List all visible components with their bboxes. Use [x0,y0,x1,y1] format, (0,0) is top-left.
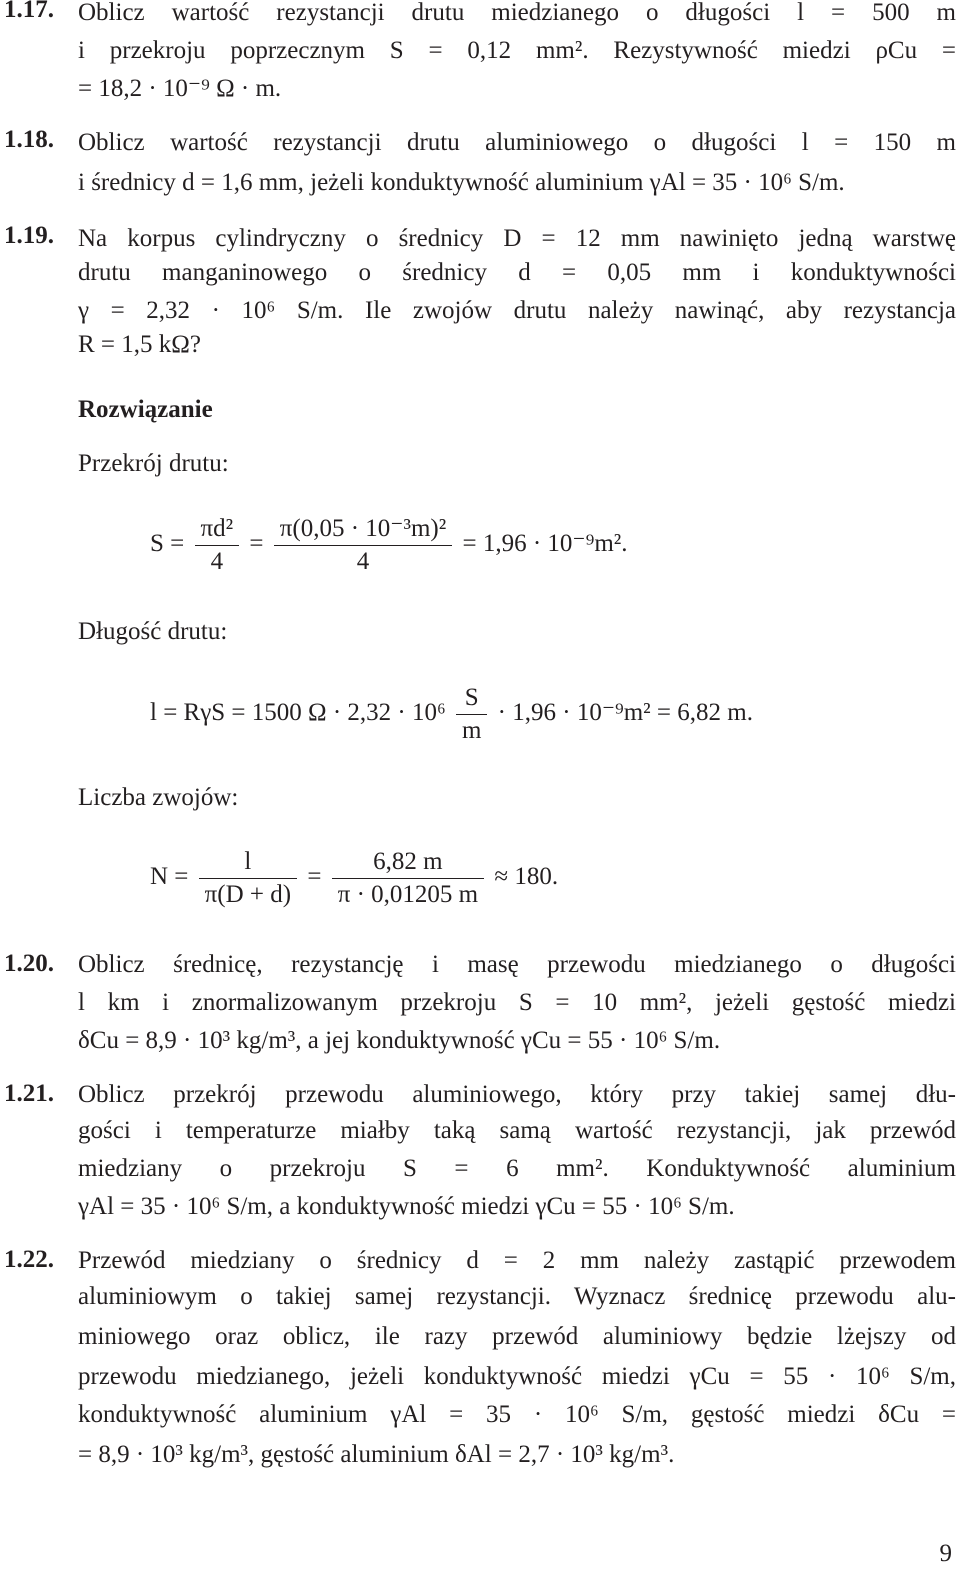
problem-line: = 18,2 · 10⁻⁹ Ω · m. [78,75,282,102]
problem-line: aluminiowym o takiej samej rezystancji. Wyznacz średnicę przewodu alu- [78,1283,956,1310]
formula-turns [150,848,558,909]
section-label-length: Długość drutu: [78,618,228,645]
problem-line: przewodu miedzianego, jeżeli konduktywność miedzi γCu = 55 · 10⁶ S/m, [78,1363,956,1390]
formula-lhs: l = RγS = 1500 Ω · 2,32 · 10⁶ [150,699,446,727]
fraction-numerator: 6,82 m [332,848,484,879]
equals-sign: = [249,530,264,558]
problem-line: i przekroju poprzecznym S = 0,12 mm². Rezystywność miedzi ρCu = [78,37,956,64]
fraction-denominator: π · 0,01205 m [337,881,479,908]
formula-cross-section [150,515,628,576]
fraction-denominator: m [461,717,482,744]
solution-heading: Rozwiązanie [78,396,213,423]
problem-line: R = 1,5 kΩ? [78,331,201,358]
formula-result: ≈ 180. [494,863,559,891]
problem-line: Na korpus cylindryczny o średnicy D = 12 mm nawinięto jedną warstwę [78,225,956,252]
fraction [199,848,297,909]
formula-result: · 1,96 · 10⁻⁹m² = 6,82 m. [497,699,753,727]
problem-number: 1.21. [4,1080,54,1107]
fraction-numerator: π(0,05 · 10⁻³m)² [274,515,452,546]
problem-line: δCu = 8,9 · 10³ kg/m³, a jej konduktywność γCu = 55 · 10⁶ S/m. [78,1027,721,1054]
problem-line: miedziany o przekroju S = 6 mm². Konduktywność aluminium [78,1155,956,1182]
problem-line: = 8,9 · 10³ kg/m³, gęstość aluminium δAl = 2,7 · 10³ kg/m³. [78,1441,675,1468]
problem-line: miniowego oraz oblicz, ile razy przewód aluminiowy będzie lżejszy od [78,1323,956,1350]
problem-line: γAl = 35 · 10⁶ S/m, a konduktywność miedzi γCu = 55 · 10⁶ S/m. [78,1193,735,1220]
fraction [332,848,484,909]
page-number: 9 [939,1540,952,1567]
problem-number: 1.17. [4,0,54,23]
fraction-denominator: 4 [356,548,370,575]
problem-number: 1.19. [4,222,54,249]
problem-line: drutu manganinowego o średnicy d = 0,05 mm i konduktywności [78,259,956,286]
formula-lhs: N = [150,863,189,891]
formula-result: = 1,96 · 10⁻⁹m². [462,530,628,558]
problem-line: Oblicz wartość rezystancji drutu miedzianego o długości l = 500 m [78,0,956,26]
section-label-turns: Liczba zwojów: [78,784,239,811]
fraction-denominator: π(D + d) [204,881,292,908]
problem-line: Oblicz przekrój przewodu aluminiowego, który przy takiej samej dłu- [78,1081,956,1108]
problem-line: l km i znormalizowanym przekroju S = 10 mm², jeżeli gęstość miedzi [78,989,956,1016]
fraction-numerator: πd² [195,515,240,546]
problem-number: 1.22. [4,1246,54,1273]
fraction-numerator: l [199,848,297,879]
fraction [195,515,240,576]
problem-line: Oblicz średnicę, rezystancję i masę przewodu miedzianego o długości [78,951,956,978]
fraction-denominator: 4 [210,548,224,575]
equals-sign: = [307,863,322,891]
problem-line: konduktywność aluminium γAl = 35 · 10⁶ S/m, gęstość miedzi δCu = [78,1401,956,1428]
problem-line: Przewód miedziany o średnicy d = 2 mm należy zastąpić przewodem [78,1247,956,1274]
unit-fraction [456,684,487,745]
problem-number: 1.20. [4,950,54,977]
formula-length [150,684,753,745]
problem-line: gości i temperaturze miałby taką samą wartość rezystancji, jak przewód [78,1117,956,1144]
fraction [274,515,452,576]
problem-number: 1.18. [4,126,54,153]
problem-line: Oblicz wartość rezystancji drutu aluminiowego o długości l = 150 m [78,129,956,156]
formula-lhs: S = [150,530,185,558]
fraction-numerator: S [456,684,487,715]
problem-line: i średnicy d = 1,6 mm, jeżeli konduktywność aluminium γAl = 35 · 10⁶ S/m. [78,169,845,196]
section-label-cross-section: Przekrój drutu: [78,450,229,477]
problem-line: γ = 2,32 · 10⁶ S/m. Ile zwojów drutu należy nawinąć, aby rezystancja [78,297,956,324]
